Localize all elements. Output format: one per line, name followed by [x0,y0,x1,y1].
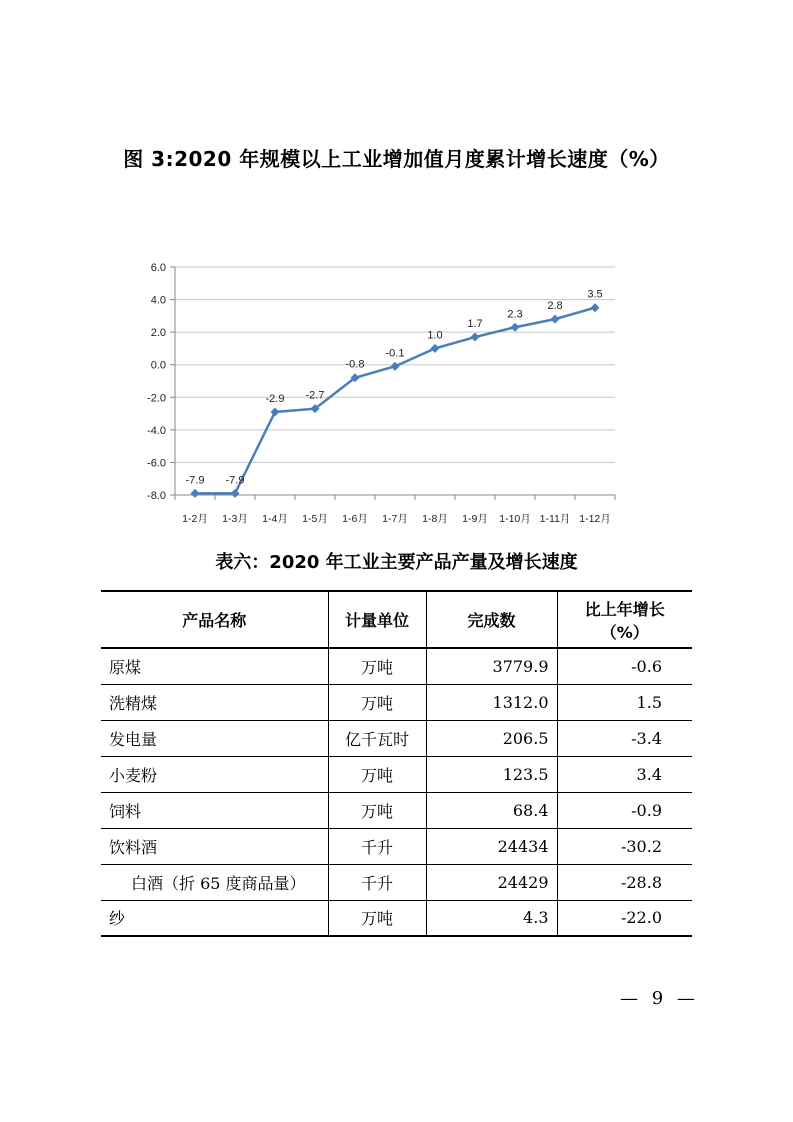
table-row [101,684,692,720]
x-tick-label: 1-10月 [499,513,531,525]
table-row [101,828,692,864]
table-row [101,720,692,756]
y-axis-tick-labels [147,262,166,502]
table-row [101,864,692,900]
table-title: 表六：2020 年工业主要产品产量及增长速度 [215,552,578,573]
y-tick-label: 4.0 [150,294,166,307]
cell-growth: 1.5 [557,684,692,720]
data-label: 2.3 [507,308,523,321]
cell-quantity: 4.3 [426,900,557,936]
y-tick-label: -8.0 [147,490,166,502]
table-row [101,756,692,792]
table-header-row [101,591,692,648]
y-tick-label: 2.0 [150,327,166,340]
data-label: -0.1 [385,347,405,360]
y-tick-label: -2.0 [147,392,166,405]
line-chart [120,255,620,530]
data-label: 1.0 [427,329,443,342]
header-growth-line1: 比上年增长 [584,599,665,619]
cell-name: 饲料 [101,792,328,828]
y-tick-label: -6.0 [147,457,166,470]
cell-growth: 3.4 [557,756,692,792]
x-tick-label: 1-4月 [262,513,288,525]
data-point [231,489,240,498]
cell-unit: 万吨 [328,756,426,792]
x-tick-label: 1-3月 [222,513,248,525]
x-tick-label: 1-5月 [302,513,328,525]
cell-quantity: 3779.9 [426,648,557,684]
x-axis-tick-labels [182,513,611,525]
x-tick-label: 1-6月 [342,513,368,525]
y-tick-label: 0.0 [150,359,166,372]
cell-unit: 万吨 [328,900,426,936]
x-tick-label: 1-7月 [382,513,408,525]
cell-quantity: 206.5 [426,720,557,756]
cell-name: 小麦粉 [101,756,328,792]
y-tick-label: -4.0 [147,424,166,437]
data-point [511,323,520,332]
cell-name: 纱 [101,900,328,936]
cell-unit: 万吨 [328,792,426,828]
y-tick-label: 6.0 [150,262,166,274]
cell-name: 白酒（折 65 度商品量） [101,864,328,900]
cell-growth: -28.8 [557,864,692,900]
data-point [431,344,440,353]
table-row [101,648,692,684]
cell-quantity: 24429 [426,864,557,900]
cell-growth: -30.2 [557,828,692,864]
cell-quantity: 24434 [426,828,557,864]
cell-quantity: 123.5 [426,756,557,792]
data-label: 1.7 [467,318,483,331]
data-label: -7.9 [185,474,205,487]
x-tick-label: 1-2月 [182,513,208,525]
data-label: -7.9 [225,474,245,487]
cell-name: 原煤 [101,648,328,684]
cell-unit: 亿千瓦时 [328,720,426,756]
data-label: -0.8 [345,358,365,371]
data-point [471,333,480,342]
header-growth-line2: （%） [600,622,649,642]
cell-unit: 万吨 [328,648,426,684]
cell-name: 发电量 [101,720,328,756]
data-point [591,303,600,312]
cell-unit: 千升 [328,828,426,864]
cell-growth: -22.0 [557,900,692,936]
x-tick-label: 1-11月 [539,513,571,525]
x-tick-label: 1-9月 [462,513,488,525]
data-label: -2.7 [305,389,325,402]
cell-growth: -0.6 [557,648,692,684]
cell-quantity: 1312.0 [426,684,557,720]
x-tick-label: 1-12月 [579,513,611,525]
cell-growth: -3.4 [557,720,692,756]
cell-unit: 千升 [328,864,426,900]
data-point [391,362,400,371]
production-table [101,590,692,937]
data-label: 3.5 [587,288,603,301]
header-growth [557,591,692,648]
data-point [551,315,560,324]
data-point [191,489,200,498]
header-product-name: 产品名称 [101,591,328,648]
data-labels [186,289,603,487]
cell-quantity: 68.4 [426,792,557,828]
header-quantity: 完成数 [426,591,557,648]
series-line [195,308,595,494]
cell-unit: 万吨 [328,684,426,720]
cell-name: 洗精煤 [101,684,328,720]
x-tick-label: 1-8月 [422,513,448,525]
table-row [101,792,692,828]
page-number: — 9 — [620,988,699,1009]
cell-name: 饮料酒 [101,828,328,864]
figure-title: 图 3:2020 年规模以上工业增加值月度累计增长速度（%） [123,147,670,171]
data-point [271,407,280,416]
cell-growth: -0.9 [557,792,692,828]
table-row [101,900,692,936]
header-unit: 计量单位 [328,591,426,648]
data-label: -2.9 [265,392,285,405]
data-label: 2.8 [547,300,563,313]
